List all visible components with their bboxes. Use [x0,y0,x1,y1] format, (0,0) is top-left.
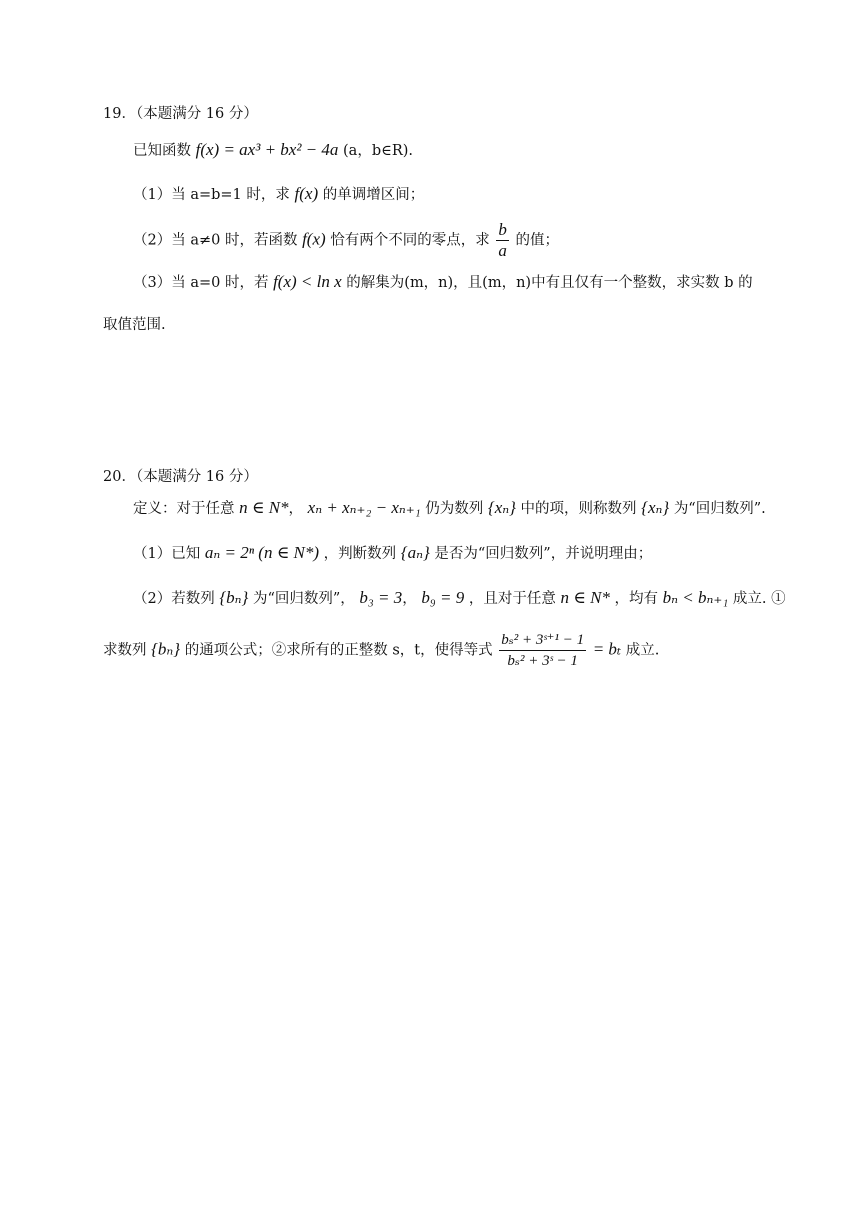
q19-part2-suffix: 的值； [515,232,559,249]
q19-intro [133,140,413,161]
q20-part2-fraction-rhs: = bₜ [592,639,622,659]
q20-part2-cont-prefix: 求数列 [103,642,147,659]
fraction-numerator: bₛ² + 3ˢ⁺¹ − 1 [499,630,586,651]
q20-part2: （2）若数列 {bₙ} 为“回归数列”， b₃ = 3， b₉ = 9 ，且对于任意 n ∈ N* ，均有 bₙ < bₙ₊₁ 成立. ① [133,588,786,607]
q20-def-condition: n ∈ N* [239,498,289,517]
q19-intro-prefix: 已知函数 [133,143,191,159]
fraction-denominator: a [498,241,507,260]
q20-part2-b3: b₃ = 3 [359,588,403,607]
q20-part2-suffix: 成立. ① [732,591,786,607]
q19-part3-formula: f(x) < ln x [273,272,342,291]
q20-part1-sequence: {aₙ} [400,543,430,562]
q19-part3-continuation: 取值范围. [103,317,166,333]
q19-part2 [133,220,559,261]
q20-def-prefix: 定义：对于任意 [133,501,235,517]
q20-definition: 定义：对于任意 n ∈ N*， xₙ + xₙ₊₂ − xₙ₊₁ 仍为数列 {xₙ} 中的项，则称数列 {xₙ} 为“回归数列”. [133,498,766,517]
q19-header: 19．（本题满分 16 分） [103,106,258,122]
fraction-numerator: b [498,220,507,239]
q19-intro-suffix: (a，b∈R). [343,143,414,159]
q20-def-sequence: {xₙ} [487,498,516,517]
q20-part2-prefix: （2）若数列 [133,591,215,607]
q19-part3-mid: 的解集为(m，n)，且(m，n)中有且仅有一个整数，求实数 b 的 [346,275,753,291]
q20-def-mid2: 中的项，则称数列 [520,501,637,517]
q20-part2-mid2: ，且对于任意 [468,591,556,607]
q20-part2-cont-mid: 的通项公式；②求所有的正整数 s，t，使得等式 [184,642,493,659]
q20-part1-suffix: 是否为“回归数列”，并说明理由； [434,546,653,562]
q20-def-suffix: 为“回归数列”. [673,501,766,517]
q19-part2-fraction [496,220,509,261]
q20-part2-condition: n ∈ N* [560,588,610,607]
q20-part1-prefix: （1）已知 [133,546,201,562]
q20-part2-mid3: ，均有 [614,591,659,607]
q20-def-sequence2: {xₙ} [641,498,670,517]
q20-part2-fraction [499,630,586,671]
q20-part1-mid: ，判断数列 [323,546,397,562]
q20-part2-b9: b₉ = 9 [421,588,465,607]
q19-part1-fx: f(x) [294,184,319,203]
q20-part2-inequality: bₙ < bₙ₊₁ [662,588,729,607]
q20-part2-mid: 为“回归数列”， [252,591,355,607]
q19-part1-prefix: （1）当 a=b=1 时，求 [133,187,290,203]
q20-part2-sequence: {bₙ} [219,588,249,607]
q20-def-mid: 仍为数列 [425,501,484,517]
q19-part1-suffix: 的单调增区间； [322,187,425,203]
q20-part2-cont-suffix: 成立. [625,642,660,659]
q19-part2-prefix: （2）当 a≠0 时，若函数 [133,232,298,249]
q19-part3-prefix: （3）当 a=0 时，若 [133,275,269,291]
q20-part1 [133,543,652,564]
q20-header: 20．（本题满分 16 分） [103,469,258,485]
q19-intro-formula: f(x) = ax³ + bx² − 4a [195,140,339,159]
q19-part2-fx: f(x) [302,229,326,249]
q19-part3 [133,272,753,293]
q20-part2-continuation [103,630,659,671]
q20-def-expression: xₙ + xₙ₊₂ − xₙ₊₁ [307,498,421,517]
q20-part1-formula: aₙ = 2ⁿ (n ∈ N*) [204,543,320,562]
fraction-denominator: bₛ² + 3ˢ − 1 [507,653,578,669]
q19-part1 [133,184,424,205]
q20-part2-cont-sequence: {bₙ} [151,639,181,659]
q19-part2-mid: 恰有两个不同的零点，求 [330,232,490,249]
